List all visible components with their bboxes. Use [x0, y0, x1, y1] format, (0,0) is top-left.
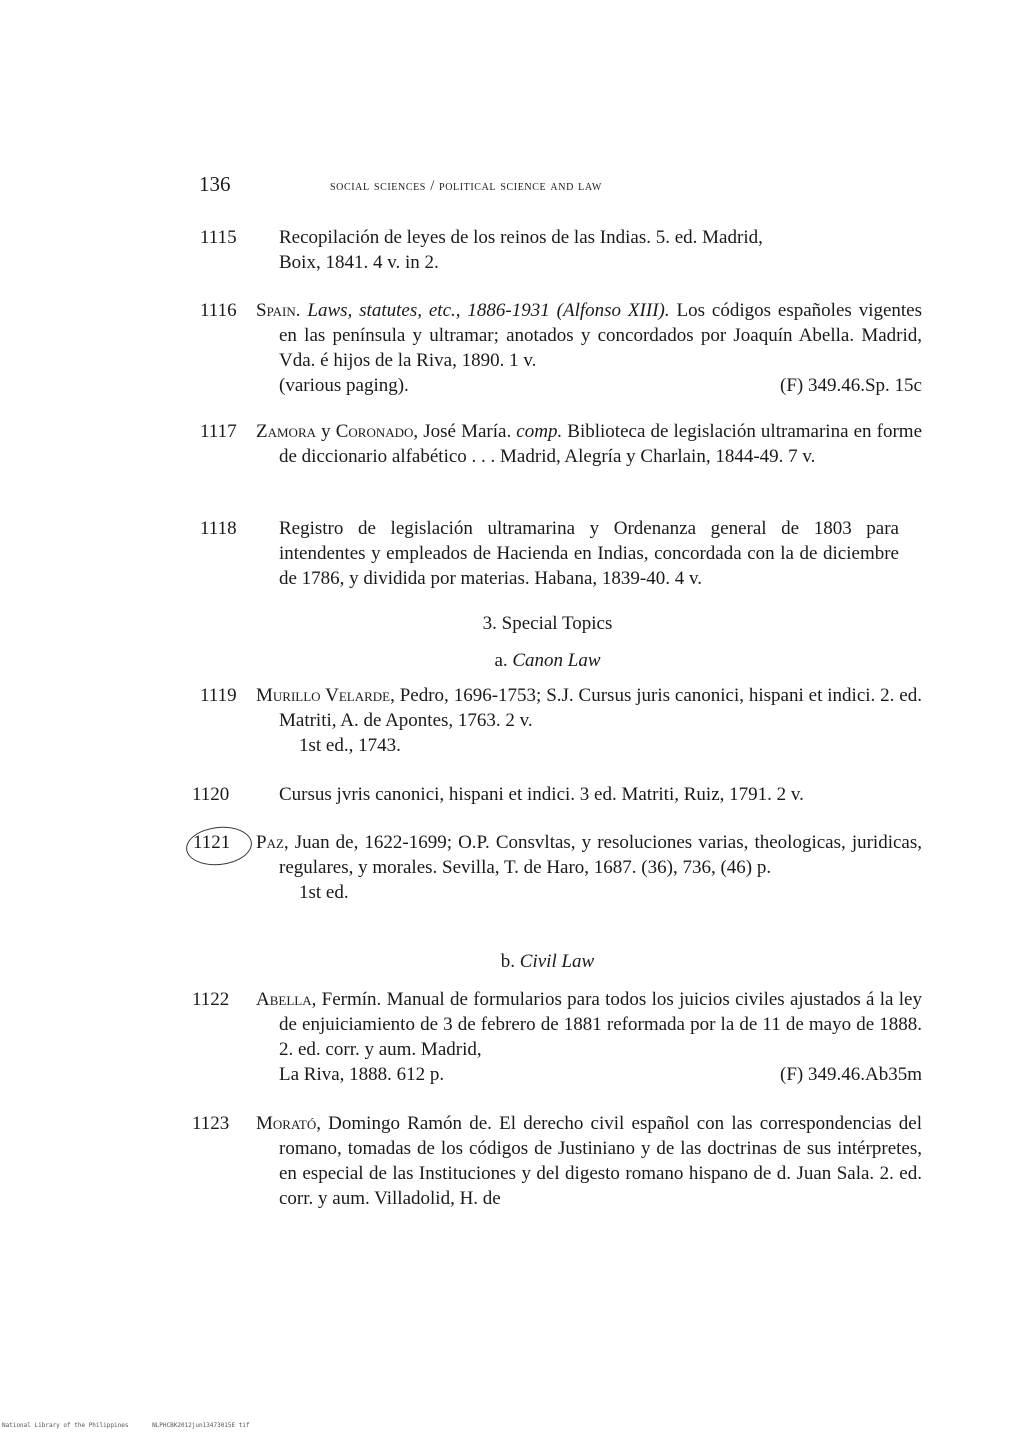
entry-text: Cursus jvris canonici, hispani et indici. 3 ed. Matriti, Ruiz, 1791. 2 v. [279, 784, 804, 805]
subsection-prefix: a. [494, 650, 513, 671]
entry-number: 1119 [200, 685, 237, 706]
subsection-prefix: b. [500, 951, 520, 972]
entry-author-forename: , José María. [413, 421, 517, 442]
entry-description: , Domingo Ramón de. El derecho civil español con las correspondencias del romano, tomadas de los códigos de Justiniano y de las doctrinas de sus intérpretes, en especial de las Instituciones y del digesto romano hispano de d. Juan Sala. 2. ed. corr. y aum. Villadolid, H. de [279, 1113, 922, 1209]
entry-author: Morató [256, 1113, 317, 1134]
entry-text [256, 683, 922, 758]
entry-number: 1122 [192, 989, 230, 1010]
entry-description: Biblioteca de legislación ultramarina en forme de diccionario alfabético . . . Madrid, Alegría y Charlain, 1844-49. 7 v. [279, 421, 922, 467]
entry-role: comp. [516, 421, 563, 442]
entry-last-line [279, 1062, 922, 1087]
entry-text [256, 830, 922, 905]
entry-line: Boix, 1841. 4 v. in 2. [279, 252, 439, 273]
subsection-heading-canon-law [0, 650, 1011, 672]
entry-text [256, 298, 922, 398]
entry-number: 1123 [192, 1113, 230, 1134]
running-head: social sciences / political science and law [330, 178, 602, 194]
entry-number: 1118 [200, 518, 237, 539]
section-heading-special-topics: 3. Special Topics [482, 613, 613, 634]
scan-footer [2, 1422, 270, 1429]
entry-line: Recopilación de leyes de los reinos de las Indias. 5. ed. Madrid, [279, 227, 763, 248]
footer-library: National Library of the Philippines [2, 1422, 129, 1429]
entry-note: 1st ed., 1743. [299, 735, 401, 756]
entry-extent: (various paging). [279, 375, 409, 396]
entry-joiner: y [316, 421, 336, 442]
entry-uniform-title: Laws, statutes, etc., 1886-1931 (Alfonso XIII). [307, 300, 670, 321]
entry-text: Registro de legislación ultramarina y Ordenanza general de 1803 para intendentes y empleados de Hacienda en Indias, concordada con la de diciembre de 1786, y dividida por materias. Habana, 1839-40. 4 v. [279, 518, 899, 589]
entry-number: 1116 [200, 300, 237, 321]
entry-author: Zamora [256, 421, 317, 442]
entry-number: 1120 [192, 784, 230, 805]
entry-number: 1117 [200, 421, 237, 442]
entry-number: 1121 [193, 832, 231, 853]
entry-description: , Fermín. Manual de formularios para todos los juicios civiles ajustados á la ley de enjuiciamiento de 3 de febrero de 1881 reformada por la de 11 de mayo de 1888. 2. ed. corr. y aum. Madrid, [279, 989, 922, 1060]
entry-author: Murillo Velarde [256, 685, 391, 706]
call-number: (F) 349.46.Sp. 15c [780, 375, 922, 396]
entry-imprint: La Riva, 1888. 612 p. [279, 1064, 445, 1085]
entry-text [256, 1111, 922, 1211]
entry-description: , Juan de, 1622-1699; O.P. Consvltas, y resoluciones varias, theologicas, juridicas, regulares, y morales. Sevilla, T. de Haro, 1687. (36), 736, (46) p. [279, 832, 922, 878]
subsection-title: Canon Law [512, 650, 601, 671]
entry-note: 1st ed. [299, 882, 349, 903]
entry-author-second: Coronado [335, 421, 414, 442]
entry-number: 1115 [200, 227, 237, 248]
entry-last-line [279, 373, 922, 398]
entry-text [256, 419, 922, 469]
entry-text [279, 225, 899, 275]
entry-author: Abella [256, 989, 312, 1010]
entry-description: Los códigos españoles vigentes en las península y ultramar; anotados y concordados por Joaquín Abella. Madrid, Vda. é hijos de la Riva, 1890. 1 v. [279, 300, 923, 371]
subsection-heading-civil-law [0, 951, 1011, 973]
entry-author: Spain. [256, 300, 301, 321]
entry-author: Paz [256, 832, 284, 853]
subsection-title: Civil Law [519, 951, 595, 972]
page-number: 136 [199, 172, 231, 196]
entry-text [256, 987, 922, 1087]
call-number: (F) 349.46.Ab35m [780, 1064, 922, 1085]
entry-description: , Pedro, 1696-1753; S.J. Cursus juris canonici, hispani et indici. 2. ed. Matriti, A. de Apontes, 1763. 2 v. [279, 685, 922, 731]
footer-file: NLPHCBK2012jun13473015E tif [152, 1422, 250, 1429]
